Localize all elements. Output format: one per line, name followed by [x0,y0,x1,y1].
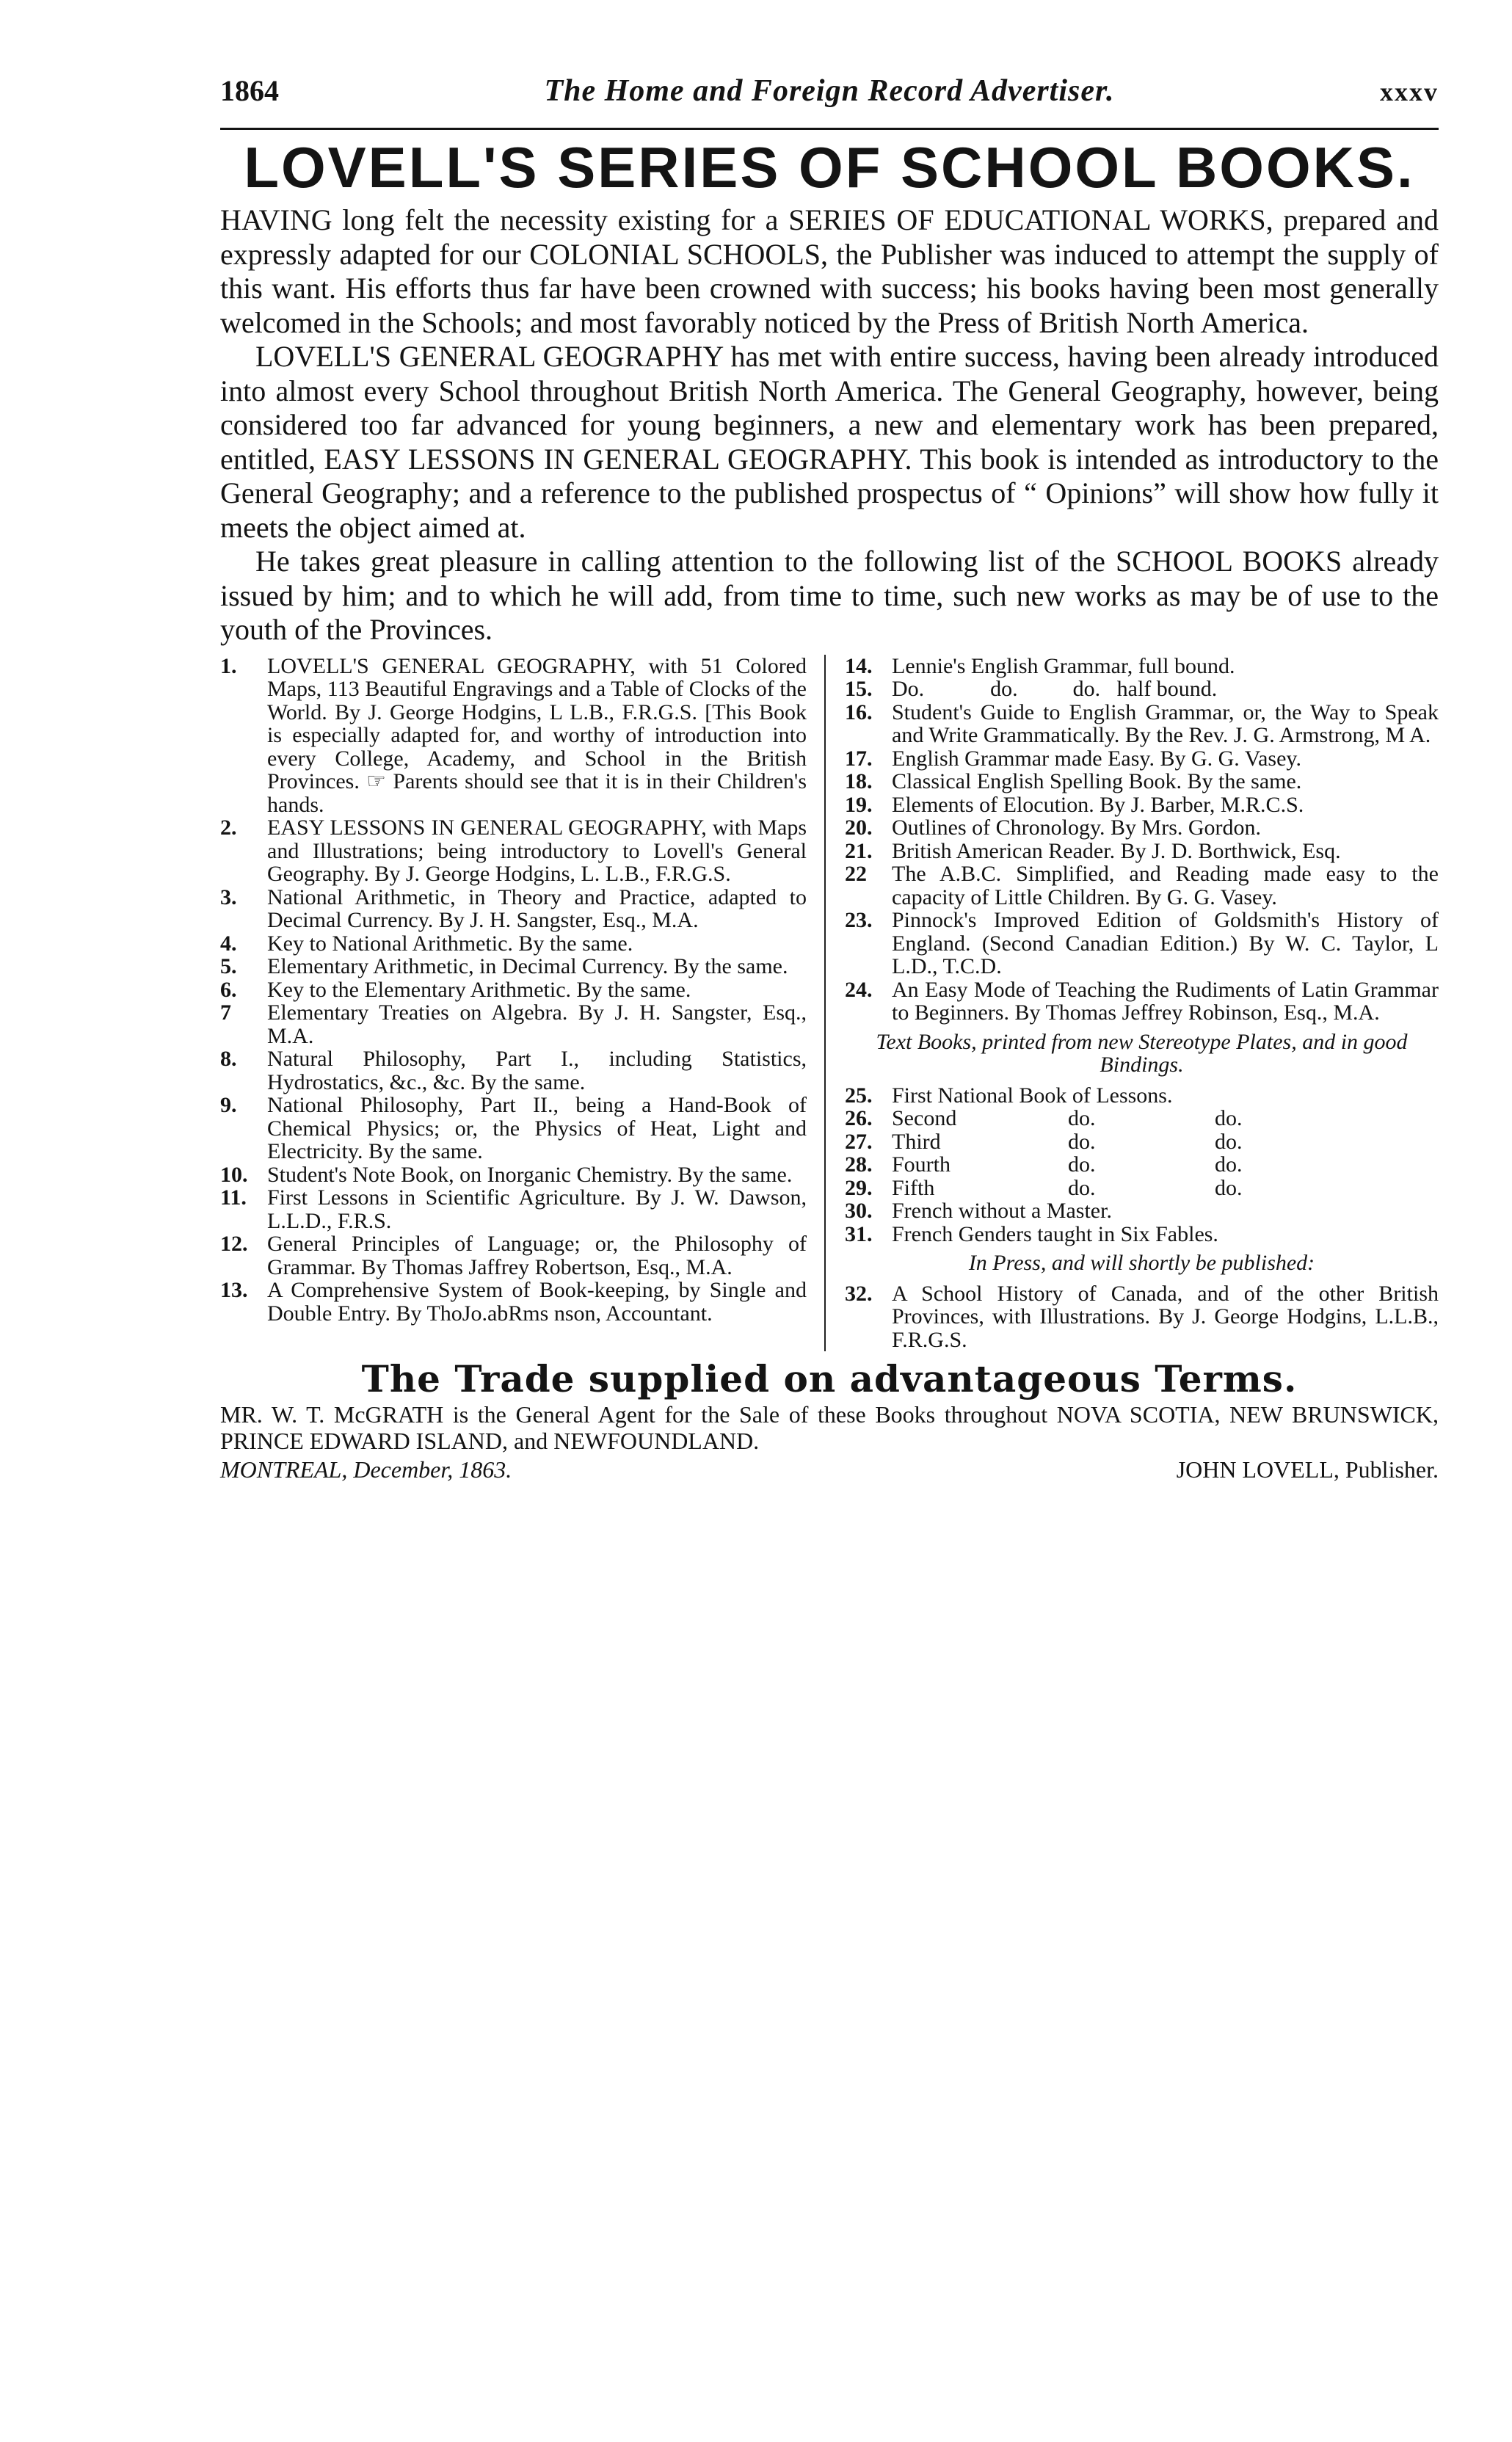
list-item [845,816,1439,840]
header-year: 1864 [220,74,279,107]
list-item [220,1232,807,1279]
list-item [845,793,1439,817]
reader-row [845,1177,1439,1200]
item-number: 3. [220,884,237,909]
header-rule [220,128,1439,130]
item-text: Classical English Spelling Book. By the same. [892,769,1302,793]
book-list [220,655,1439,1352]
trade-line: The Trade supplied on advantageous Terms. [361,1357,1298,1400]
item-number: 32. [845,1281,873,1306]
reader-title: First National Book of Lessons. [892,1083,1173,1108]
item-text: French without a Master. [892,1199,1112,1223]
item-text: Natural Philosophy, Part I., including Statistics, Hydrostatics, &c., &c. By the same. [267,1047,807,1094]
item-number: 28. [845,1152,873,1177]
reader-ditto: do. [1215,1175,1243,1200]
item-text: Lennie's English Grammar, full bound. [892,653,1235,678]
item-text: Student's Note Book, on Inorganic Chemistry. By the same. [267,1162,793,1187]
header-page-number: xxxv [1380,77,1439,106]
list-item [220,1279,807,1325]
item-number: 2. [220,815,237,840]
item-number: 17. [845,746,873,771]
place-date: MONTREAL, December, 1863. [220,1456,512,1483]
item-number: 12. [220,1232,248,1256]
reader-row [845,1084,1439,1108]
list-item [845,909,1439,978]
agent-note: MR. W. T. McGRATH is the General Agent for the Sale of these Books throughout NOVA SCOTIA, NEW BRUNSWICK, PRINCE EDWARD ISLAND, and NEWFOUNDLAND. [220,1401,1439,1454]
running-header [220,73,1439,128]
item-number: 18. [845,769,873,793]
intro-text [220,203,1439,647]
reader-ditto: do. [1068,1152,1096,1177]
book-list-right-column [826,655,1439,1352]
item-text: EASY LESSONS IN GENERAL GEOGRAPHY, with Maps and Illustrations; being introductory to Lovell's General Geography. By J. George Hodgins, L. L.B., F.R.G.S. [267,815,807,886]
item-text: A Comprehensive System of Book-keeping, by Single and Double Entry. By ThoJo.abRms nson, Accountant. [267,1278,807,1326]
list-item [845,978,1439,1025]
intro-paragraph: HAVING long felt the necessity existing for a SERIES OF EDUCATIONAL WORKS, prepared and expressly adapted for our COLONIAL SCHOOLS, the Publisher was induced to attempt the supply of this want. His efforts thus far have been crowned with success; his books having been most generally welcomed in the Schools; and most favorably noticed by the Press of British North America. [220,203,1439,339]
item-number: 15. [845,677,873,701]
item-text: An Easy Mode of Teaching the Rudiments of Latin Grammar to Beginners. By Thomas Jeffrey Robinson, Esq., M.A. [892,977,1439,1025]
publisher-signature: JOHN LOVELL, Publisher. [1176,1456,1439,1483]
in-press-note: In Press, and will shortly be published: [968,1251,1315,1275]
item-number: 20. [845,815,873,840]
item-text: A School History of Canada, and of the other British Provinces, with Illustrations. By J. George Hodgins, L.L.B., F.R.G.S. [892,1281,1439,1352]
reader-ditto: do. [1068,1106,1096,1130]
item-text: First Lessons in Scientific Agriculture. By J. W. Dawson, L.L.D., F.R.S. [267,1185,807,1233]
item-text: National Arithmetic, in Theory and Practice, adapted to Decimal Currency. By J. H. Sangster, Esq., M.A. [267,884,807,932]
item-text: General Principles of Language; or, the Philosophy of Grammar. By Thomas Jaffrey Robertson, Esq., M.A. [267,1232,807,1279]
intro-paragraph: LOVELL'S GENERAL GEOGRAPHY has met with entire success, having been already introduced into almost every School throughout British North America. The General Geography, however, being considered too far advanced for young beginners, a new and elementary work has been prepared, entitled, EASY LESSONS IN GENERAL GEOGRAPHY. This book is intended as introductory to the General Geography; and a reference to the published prospectus of “ Opinions” will show how fully it meets the object aimed at. [220,340,1439,544]
item-number: 14. [845,653,873,678]
item-text: Pinnock's Improved Edition of Goldsmith's History of England. (Second Canadian Edition.) By W. C. Taylor, L L.D., T.C.D. [892,908,1439,978]
list-item [220,1186,807,1232]
item-number: 16. [845,699,873,724]
page-title: LOVELL'S SERIES OF SCHOOL BOOKS. [244,135,1415,200]
book-list-left-column [220,655,826,1352]
intro-paragraph: He takes great pleasure in calling attention to the following list of the SCHOOL BOOKS already issued by him; and to which he will add, from time to time, such new works as may be of use to the youth of the Provinces. [220,545,1439,646]
reader-title: Second [892,1106,957,1130]
item-text: National Philosophy, Part II., being a Hand-Book of Chemical Physics; or, the Physics of Heat, Light and Electricity. By the same. [267,1093,807,1163]
item-text: Do. do. do. half bound. [892,677,1218,701]
item-text: Elementary Arithmetic, in Decimal Currency. By the same. [267,954,788,978]
list-item [845,701,1439,747]
item-number: 21. [845,838,873,863]
item-number: 25. [845,1083,873,1108]
item-number: 10. [220,1162,248,1187]
reader-row [845,1107,1439,1130]
reader-ditto: do. [1215,1129,1243,1154]
reader-ditto: do. [1068,1175,1096,1200]
item-number: 19. [845,792,873,817]
item-text: Elementary Treaties on Algebra. By J. H. Sangster, Esq., M.A. [267,1000,807,1048]
list-item [220,1094,807,1163]
reader-title: Fourth [892,1152,951,1177]
item-number: 6. [220,977,237,1002]
list-item [845,747,1439,771]
item-number: 4. [220,931,237,956]
item-number: 29. [845,1175,873,1200]
advertisement-page [220,73,1439,2378]
item-number: 22 [845,862,867,886]
item-text: British American Reader. By J. D. Borthwick, Esq. [892,838,1341,863]
list-item [845,677,1439,701]
list-item [845,1223,1439,1246]
item-text: LOVELL'S GENERAL GEOGRAPHY, with 51 Colored Maps, 113 Beautiful Engravings and a Table of Clocks of the World. By J. George Hodgins, L L.B., F.R.G.S. [This Book is especially adapted for, and worthy of introduction into every College, Academy, and School in the British Provinces. ☞ Parents should see that it is in their Children's hands. [267,653,807,817]
item-text: Key to National Arithmetic. By the same. [267,931,633,956]
item-text: English Grammar made Easy. By G. G. Vasey. [892,746,1301,771]
list-item [220,886,807,932]
reader-title: Third [892,1129,941,1154]
item-number: 8. [220,1047,237,1071]
list-item [845,655,1439,678]
reader-ditto: do. [1215,1106,1243,1130]
item-text: Outlines of Chronology. By Mrs. Gordon. [892,815,1262,840]
item-number: 13. [220,1278,248,1302]
list-item [845,1199,1439,1223]
reader-title: Fifth [892,1175,935,1200]
item-number: 11. [220,1185,247,1210]
footer [220,1456,1439,1483]
reader-row [845,1130,1439,1154]
list-item [220,1047,807,1094]
item-number: 26. [845,1106,873,1130]
item-number: 1. [220,653,237,678]
item-number: 27. [845,1129,873,1154]
list-item [220,816,807,886]
reader-ditto: do. [1215,1152,1243,1177]
item-number: 7 [220,1000,231,1025]
list-item [845,1282,1439,1352]
list-item [845,862,1439,909]
list-item [220,1163,807,1187]
reader-row [845,1153,1439,1177]
list-item [220,978,807,1002]
list-item [220,955,807,978]
list-item [220,1001,807,1047]
reader-ditto: do. [1068,1129,1096,1154]
item-number: 9. [220,1093,237,1117]
item-text: Student's Guide to English Grammar, or, the Way to Speak and Write Grammatically. By the Rev. J. G. Armstrong, M A. [892,699,1439,747]
item-number: 24. [845,977,873,1002]
item-text: Elements of Elocution. By J. Barber, M.R.C.S. [892,792,1304,817]
item-number: 23. [845,908,873,932]
item-text: The A.B.C. Simplified, and Reading made easy to the capacity of Little Children. By G. G. Vasey. [892,862,1439,909]
item-number: 30. [845,1199,873,1223]
list-item [845,770,1439,793]
item-text: French Genders taught in Six Fables. [892,1221,1218,1246]
list-item [220,932,807,956]
list-item [220,655,807,817]
item-number: 5. [220,954,237,978]
header-title: The Home and Foreign Record Advertiser. [544,74,1115,108]
item-number: 31. [845,1221,873,1246]
list-item [845,840,1439,863]
item-text: Key to the Elementary Arithmetic. By the same. [267,977,691,1002]
text-books-note: Text Books, printed from new Stereotype Plates, and in good Bindings. [876,1029,1408,1077]
